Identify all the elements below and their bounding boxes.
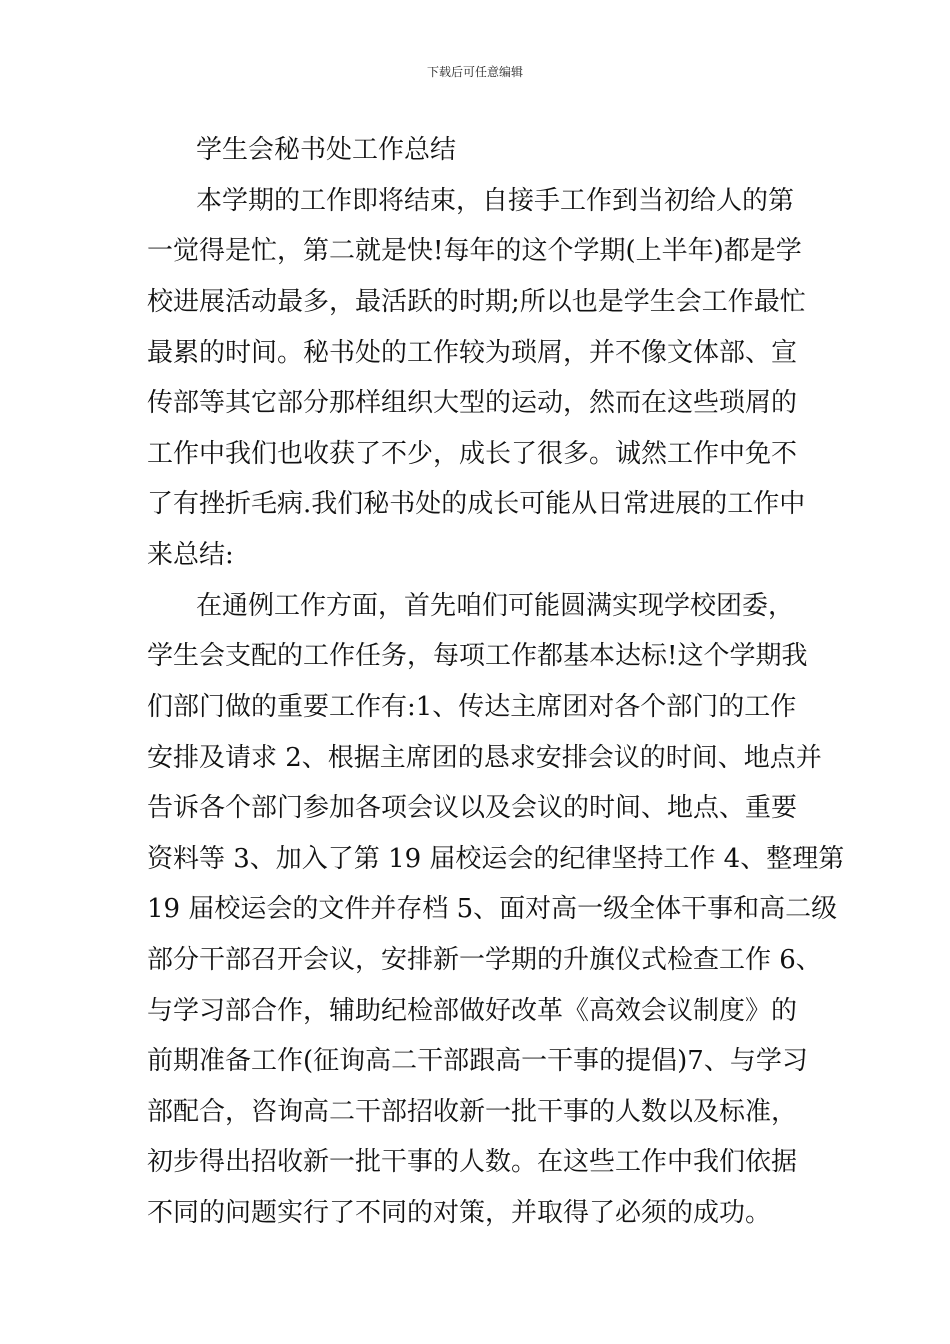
paragraph-2-line-12: 初步得出招收新一批干事的人数。在这些工作中我们依据 <box>147 1147 798 1177</box>
paragraph-2-line-8: 部分干部召开会议，安排新一学期的升旗仪式检查工作 6、 <box>147 945 822 975</box>
paragraph-2-line-6: 资料等 3、加入了第 19 届校运会的纪律坚持工作 4、整理第 <box>147 844 845 874</box>
paragraph-2-line-13: 不同的问题实行了不同的对策，并取得了必须的成功。 <box>147 1198 772 1228</box>
paragraph-1-line-4: 最累的时间。秘书处的工作较为琐屑，并不像文体部、宣 <box>147 338 798 368</box>
paragraph-1-line-8: 来总结: <box>147 540 234 570</box>
paragraph-2-line-3: 们部门做的重要工作有:1、传达主席团对各个部门的工作 <box>147 692 797 722</box>
document-title: 学生会秘书处工作总结 <box>196 135 457 165</box>
paragraph-2-line-11: 部配合，咨询高二干部招收新一批干事的人数以及标准， <box>147 1097 798 1127</box>
paragraph-2-line-7: 19 届校运会的文件并存档 5、面对高一级全体干事和高二级 <box>147 894 838 924</box>
paragraph-1-line-2: 一觉得是忙，第二就是快!每年的这个学期(上半年)都是学 <box>147 236 802 266</box>
paragraph-1-line-1: 本学期的工作即将结束，自接手工作到当初给人的第 <box>196 186 795 216</box>
paragraph-1-line-5: 传部等其它部分那样组织大型的运动，然而在这些琐屑的 <box>147 388 798 418</box>
paragraph-2-line-2: 学生会支配的工作任务，每项工作都基本达标!这个学期我 <box>147 641 808 671</box>
paragraph-1-line-3: 校进展活动最多，最活跃的时期;所以也是学生会工作最忙 <box>147 287 806 317</box>
paragraph-2-line-1: 在通例工作方面，首先咱们可能圆满实现学校团委， <box>196 591 795 621</box>
paragraph-2-line-5: 告诉各个部门参加各项会议以及会议的时间、地点、重要 <box>147 793 798 823</box>
paragraph-2-line-4: 安排及请求 2、根据主席团的恳求安排会议的时间、地点并 <box>147 743 822 773</box>
paragraph-1-line-6: 工作中我们也收获了不少，成长了很多。诚然工作中免不 <box>147 439 798 469</box>
paragraph-2-line-10: 前期准备工作(征询高二干部跟高一干事的提倡)7、与学习 <box>147 1046 808 1076</box>
paragraph-2-line-9: 与学习部合作，辅助纪检部做好改革《高效会议制度》的 <box>147 996 798 1026</box>
page-header: 下载后可任意编辑 <box>426 65 523 79</box>
paragraph-1-line-7: 了有挫折毛病.我们秘书处的成长可能从日常进展的工作中 <box>147 489 806 519</box>
